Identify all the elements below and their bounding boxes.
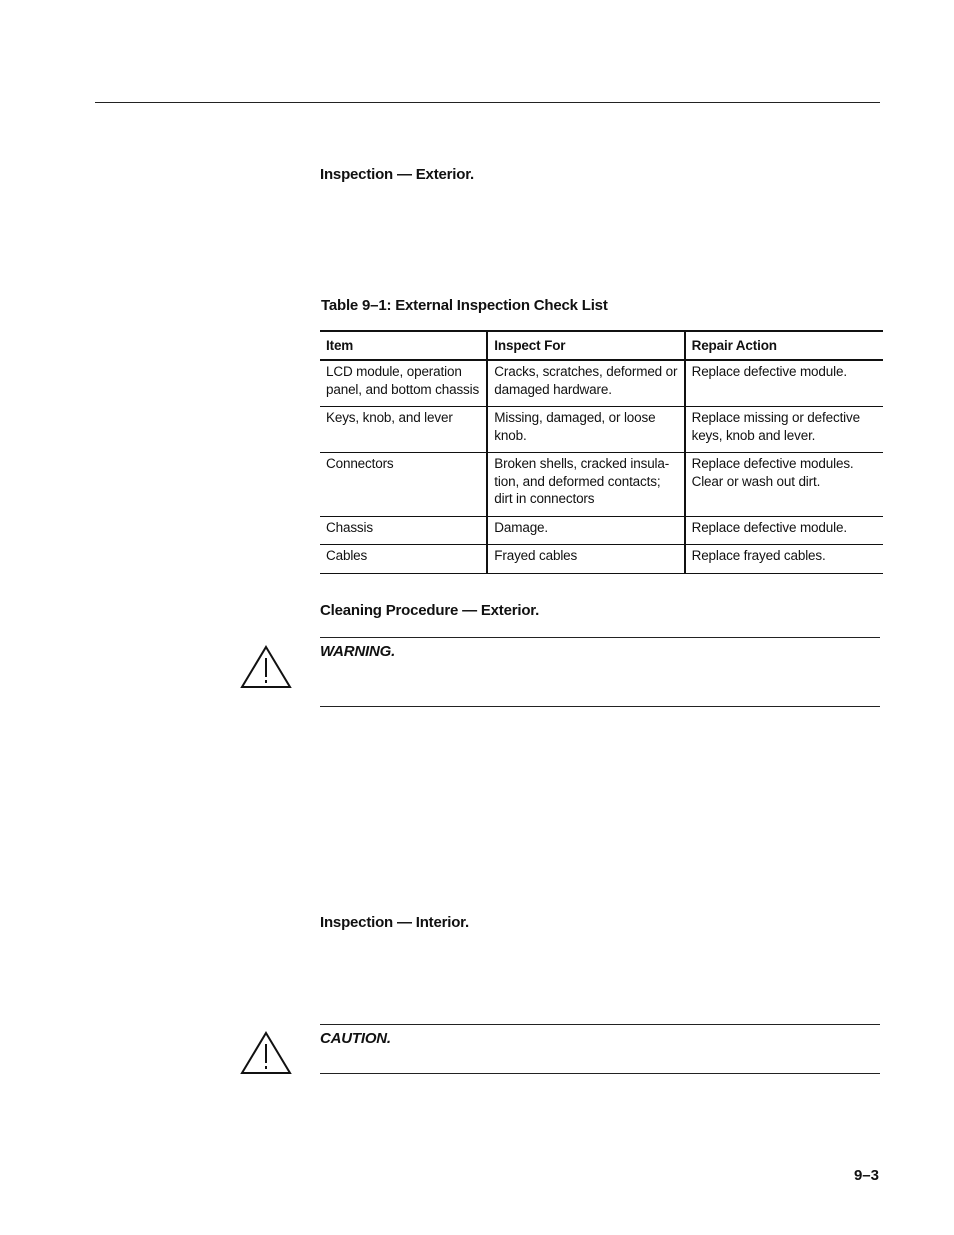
table-row	[320, 516, 883, 545]
table-cell: Keys, knob, and lever	[320, 407, 487, 453]
heading-cleaning-exterior: Cleaning Procedure — Exterior.	[320, 602, 540, 619]
table-cell: Replace defective modules. Clear or wash out dirt.	[685, 453, 883, 517]
caution-triangle-icon	[240, 1031, 292, 1075]
column-header-inspect-for: Inspect For	[487, 331, 684, 360]
warning-triangle-icon	[240, 645, 292, 689]
table-cell: Missing, damaged, or loose knob.	[487, 407, 684, 453]
page-number: 9–3	[853, 1167, 879, 1184]
table-header-row	[320, 331, 883, 360]
column-header-repair-action: Repair Action	[685, 331, 883, 360]
table-cell: Cables	[320, 545, 487, 574]
table-caption: Table 9–1: External Inspection Check List	[321, 297, 608, 314]
table-row	[320, 545, 883, 574]
table-cell: Broken shells, cracked insula-tion, and deformed contacts; dirt in connectors	[487, 453, 684, 517]
caution-label: CAUTION.	[320, 1030, 391, 1047]
table-cell: Cracks, scratches, deformed or damaged hardware.	[487, 360, 684, 407]
external-inspection-table	[320, 330, 883, 574]
warning-label: WARNING.	[320, 643, 396, 660]
table-cell: Frayed cables	[487, 545, 684, 574]
heading-inspection-interior: Inspection — Interior.	[320, 914, 469, 931]
table-row	[320, 453, 883, 517]
table-cell: Connectors	[320, 453, 487, 517]
warning-notice	[320, 637, 880, 707]
table-cell: Replace defective module.	[685, 516, 883, 545]
table-cell: Replace frayed cables.	[685, 545, 883, 574]
caution-notice	[320, 1024, 880, 1074]
table-cell: Damage.	[487, 516, 684, 545]
table-row	[320, 360, 883, 407]
table-cell: Replace missing or defective keys, knob and lever.	[685, 407, 883, 453]
column-header-item: Item	[320, 331, 487, 360]
heading-inspection-exterior: Inspection — Exterior.	[320, 166, 474, 183]
header-rule	[95, 102, 880, 103]
table-row	[320, 407, 883, 453]
table-cell: Replace defective module.	[685, 360, 883, 407]
table-cell: LCD module, operation panel, and bottom chassis	[320, 360, 487, 407]
table-cell: Chassis	[320, 516, 487, 545]
